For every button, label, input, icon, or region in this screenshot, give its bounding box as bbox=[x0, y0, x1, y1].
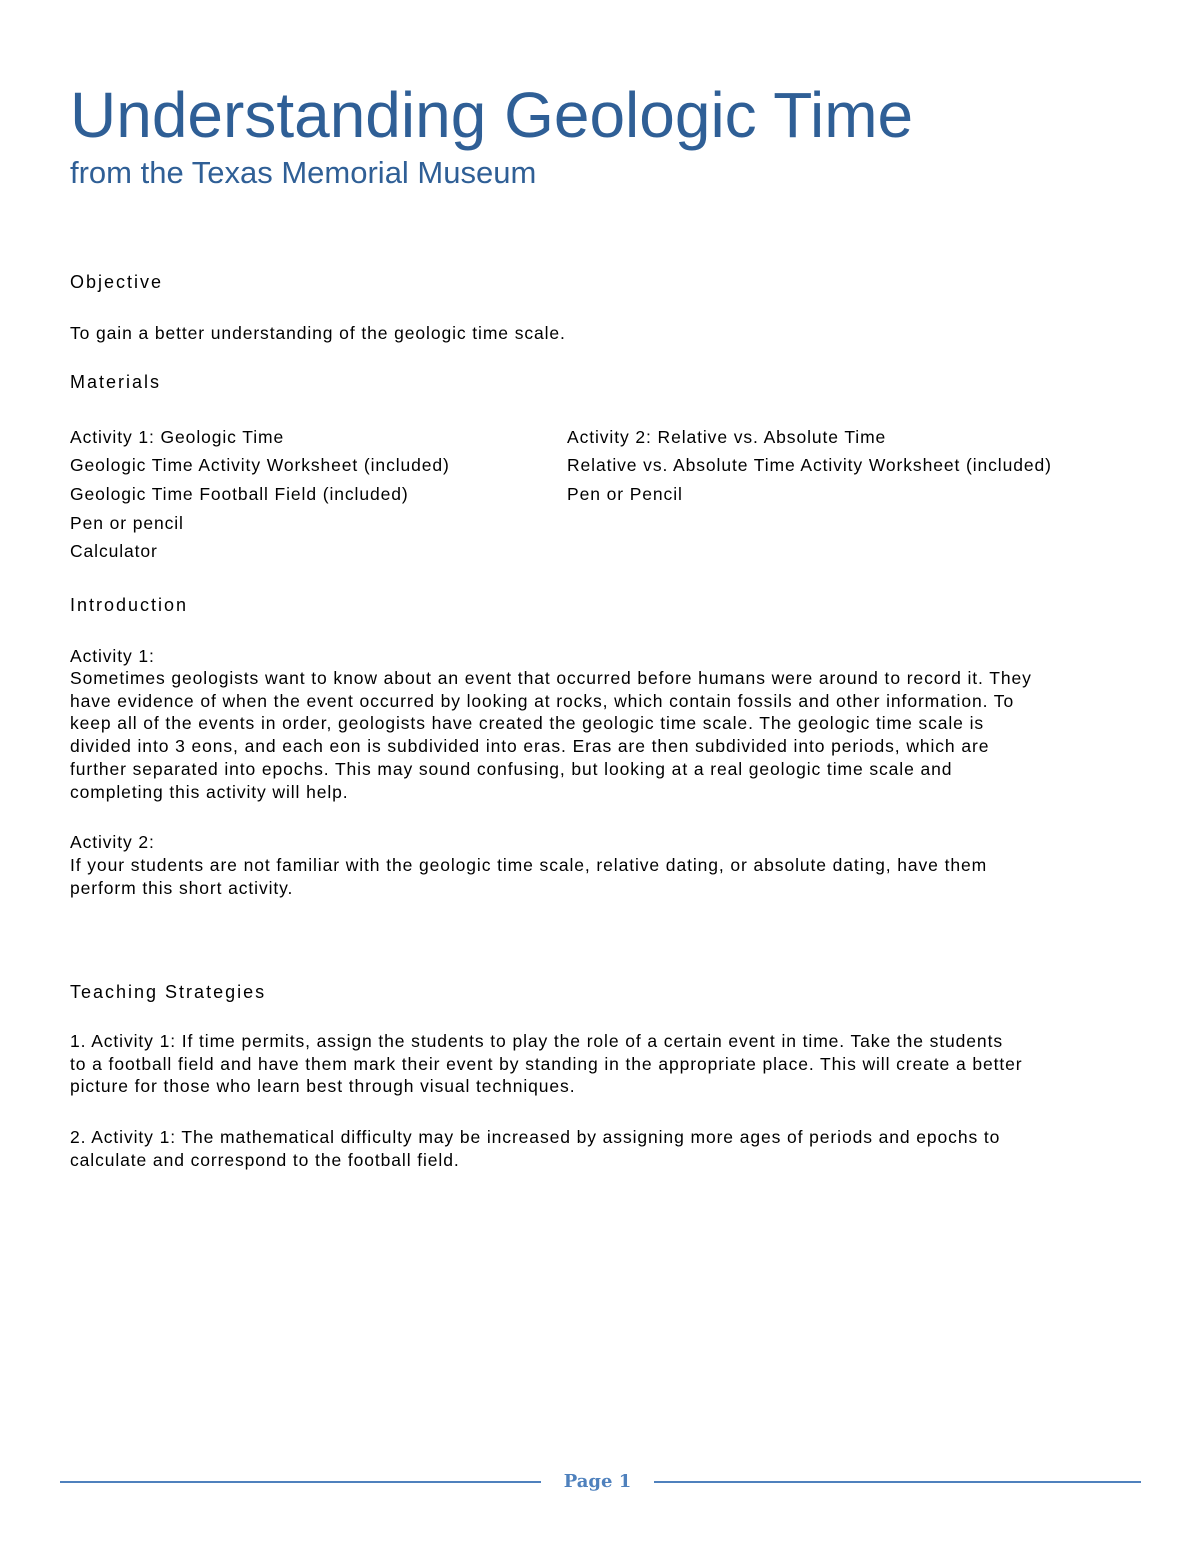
materials-activity1-item: Pen or pencil bbox=[70, 513, 184, 533]
materials-activity1-item: Calculator bbox=[70, 541, 158, 561]
materials-activity2-item: Relative vs. Absolute Time Activity Worksheet (included) bbox=[567, 455, 1052, 475]
introduction-activity1-label: Activity 1: bbox=[70, 646, 155, 666]
introduction-activity1-paragraph bbox=[70, 667, 1140, 803]
paragraph-line: divided into 3 eons, and each eon is subdivided into eras. Eras are then subdivided into periods, which are bbox=[70, 736, 990, 757]
paragraph-line: If your students are not familiar with the geologic time scale, relative dating, or absolute dating, have them bbox=[70, 855, 988, 875]
materials-heading: Materials bbox=[70, 372, 162, 392]
paragraph-line: 2. Activity 1: The mathematical difficulty may be increased by assigning more ages of periods and epochs to bbox=[70, 1127, 1001, 1147]
document-title: Understanding Geologic Time bbox=[70, 79, 914, 151]
materials-activity1-item: Geologic Time Activity Worksheet (included) bbox=[70, 455, 450, 475]
footer-divider-left bbox=[60, 1481, 541, 1483]
page-number: Page 1 bbox=[563, 1471, 632, 1492]
objective-text: To gain a better understanding of the geologic time scale. bbox=[70, 323, 566, 343]
teaching-strategies-heading: Teaching Strategies bbox=[70, 982, 267, 1002]
objective-heading: Objective bbox=[70, 272, 164, 292]
materials-activity1-title: Activity 1: Geologic Time bbox=[70, 427, 285, 447]
materials-activity2-title: Activity 2: Relative vs. Absolute Time bbox=[567, 427, 887, 447]
introduction-activity2-paragraph bbox=[70, 854, 1140, 899]
paragraph-line: picture for those who learn best through visual techniques. bbox=[70, 1076, 576, 1097]
paragraph-line: keep all of the events in order, geologists have created the geologic time scale. The geologic time scale is bbox=[70, 713, 985, 734]
paragraph-line: perform this short activity. bbox=[70, 877, 294, 898]
introduction-heading: Introduction bbox=[70, 595, 189, 615]
paragraph-line: have evidence of when the event occurred by looking at rocks, which contain fossils and other information. To bbox=[70, 690, 1015, 711]
paragraph-line: completing this activity will help. bbox=[70, 781, 349, 802]
teaching-strategy-1 bbox=[70, 1030, 1140, 1098]
footer-divider-right bbox=[654, 1481, 1141, 1483]
introduction-activity2-label: Activity 2: bbox=[70, 832, 155, 852]
paragraph-line: 1. Activity 1: If time permits, assign the students to play the role of a certain event in time. Take the students bbox=[70, 1031, 1003, 1051]
document-subtitle: from the Texas Memorial Museum bbox=[70, 155, 537, 190]
paragraph-line: calculate and correspond to the football field. bbox=[70, 1149, 460, 1170]
materials-activity1-item: Geologic Time Football Field (included) bbox=[70, 484, 409, 504]
paragraph-line: to a football field and have them mark their event by standing in the appropriate place. This will create a better bbox=[70, 1053, 1023, 1074]
paragraph-line: Sometimes geologists want to know about an event that occurred before humans were around to record it. They bbox=[70, 668, 1032, 688]
paragraph-line: further separated into epochs. This may sound confusing, but looking at a real geologic time scale and bbox=[70, 758, 953, 779]
teaching-strategy-2 bbox=[70, 1126, 1140, 1171]
materials-activity2-item: Pen or Pencil bbox=[567, 484, 683, 504]
